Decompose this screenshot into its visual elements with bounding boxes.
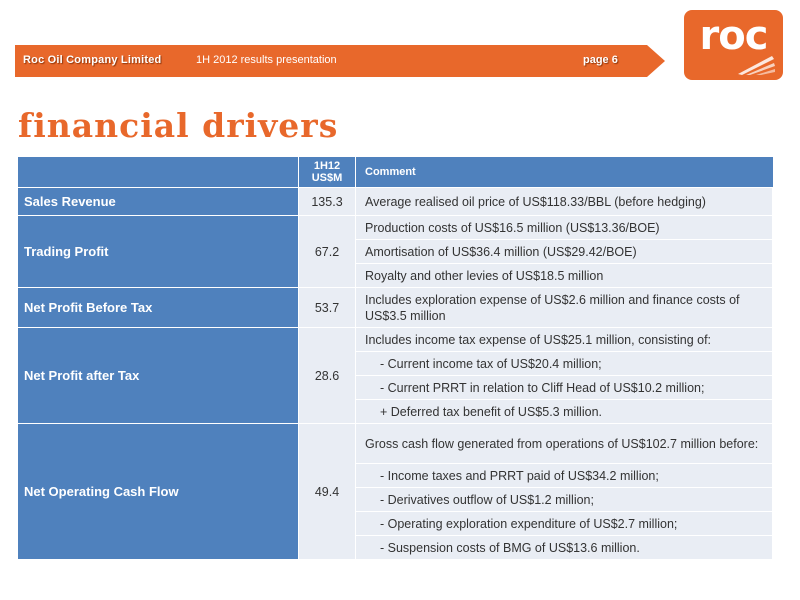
table-row <box>18 424 773 464</box>
row-value: 135.3 <box>299 188 356 216</box>
table-row <box>18 288 773 328</box>
row-comment: - Current PRRT in relation to Cliff Head of US$10.2 million; <box>356 376 773 400</box>
row-value: 49.4 <box>299 424 356 560</box>
company-name: Roc Oil Company Limited <box>23 54 162 66</box>
presentation-subtitle: 1H 2012 results presentation <box>196 54 337 66</box>
header-description <box>18 157 299 188</box>
logo-text: roc <box>699 13 768 59</box>
row-comment: Includes exploration expense of US$2.6 million and finance costs of US$3.5 million <box>356 288 773 328</box>
header-value <box>299 157 356 188</box>
roc-logo <box>684 10 783 80</box>
header-value-period: 1H12 <box>313 160 341 172</box>
row-comment: - Derivatives outflow of US$1.2 million; <box>356 488 773 512</box>
row-value: 67.2 <box>299 216 356 288</box>
row-comment: - Income taxes and PRRT paid of US$34.2 million; <box>356 464 773 488</box>
row-label: Net Profit Before Tax <box>18 288 299 328</box>
row-comment: Amortisation of US$36.4 million (US$29.42/BOE) <box>356 240 773 264</box>
row-comment: + Deferred tax benefit of US$5.3 million. <box>356 400 773 424</box>
header-value-unit: US$M <box>311 172 343 184</box>
row-comment: Production costs of US$16.5 million (US$13.36/BOE) <box>356 216 773 240</box>
row-label: Net Profit after Tax <box>18 328 299 424</box>
row-comment: Includes income tax expense of US$25.1 million, consisting of: <box>356 328 773 352</box>
row-label: Sales Revenue <box>18 188 299 216</box>
row-value: 53.7 <box>299 288 356 328</box>
page-title: financial drivers <box>18 106 339 145</box>
financial-drivers-table <box>17 157 773 560</box>
table-row <box>18 188 773 216</box>
row-label: Trading Profit <box>18 216 299 288</box>
row-comment: - Current income tax of US$20.4 million; <box>356 352 773 376</box>
row-comment: Royalty and other levies of US$18.5 million <box>356 264 773 288</box>
table-row <box>18 216 773 240</box>
row-label: Net Operating Cash Flow <box>18 424 299 560</box>
row-value: 28.6 <box>299 328 356 424</box>
header-comment: Comment <box>356 157 773 188</box>
header-banner <box>15 45 665 77</box>
table-header-row <box>18 157 773 188</box>
page-number: page 6 <box>583 54 618 66</box>
table-row <box>18 328 773 352</box>
row-comment: - Operating exploration expenditure of US$2.7 million; <box>356 512 773 536</box>
row-comment: Average realised oil price of US$118.33/BBL (before hedging) <box>356 188 773 216</box>
row-comment: Gross cash flow generated from operations of US$102.7 million before: <box>356 424 773 464</box>
logo-stripes-icon <box>736 54 776 76</box>
row-comment: - Suspension costs of BMG of US$13.6 million. <box>356 536 773 560</box>
